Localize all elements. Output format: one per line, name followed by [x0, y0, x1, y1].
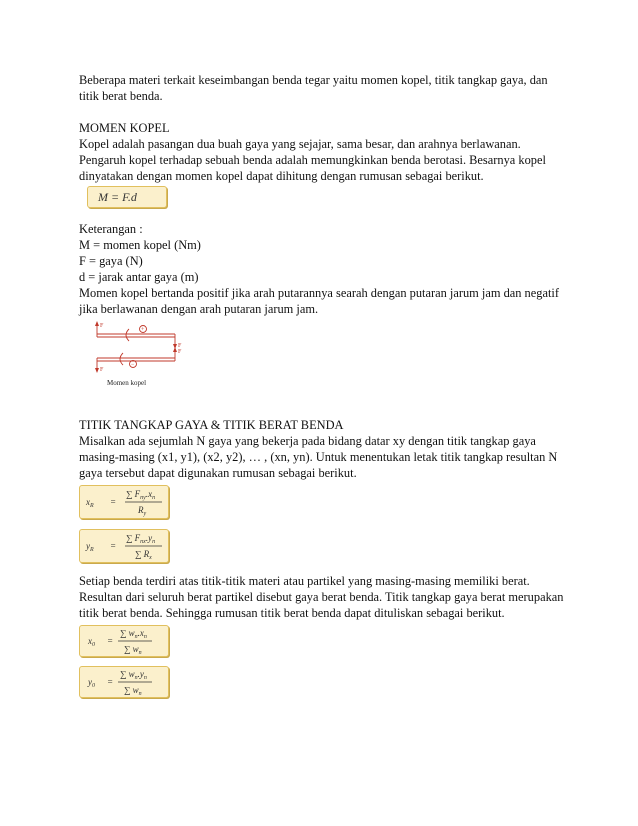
legend-m: M = momen kopel (Nm): [79, 238, 201, 252]
fwx-num-tail-sub: n: [143, 634, 147, 640]
fwx-num: ∑ w: [120, 628, 135, 638]
svg-text:x0: [87, 636, 95, 648]
fwy-num: ∑ w: [120, 669, 135, 679]
fy-den: ∑ R: [135, 549, 150, 559]
titik-berat-paragraph: Setiap benda terdiri atas titik-titik materi atau partikel yang masing-masing memiliki berat. Resultan dari seluruh berat partikel disebut gaya berat benda. Titik tangkap gaya berat merupakan titik berat benda. Sehingga rumusan titik berat benda dapat dituliskan sebagai berikut.: [79, 574, 564, 620]
fx-lhs: x: [86, 497, 90, 507]
svg-text:∑ Fny.xn: [126, 489, 155, 501]
svg-text:y0: [87, 677, 95, 689]
svg-text:∑ wn.xn: [120, 628, 147, 640]
momen-kopel-figure: [89, 321, 569, 395]
fwy-den: ∑ w: [124, 685, 139, 695]
label-f-bottom-right: F: [178, 349, 182, 355]
fwx-num-tail: .x: [137, 628, 144, 638]
label-f-top-left: F: [100, 323, 104, 329]
fwy-lhs: y: [88, 677, 92, 687]
fx-num: ∑ F: [126, 489, 141, 499]
svg-text:=: =: [107, 677, 114, 687]
bottom-rotation-arc: [120, 353, 123, 365]
formula-momen-kopel-text: M = F.d: [98, 190, 137, 204]
label-f-top-right: F: [178, 343, 182, 349]
fx-num-sub: ny: [140, 495, 146, 501]
svg-text:∑ wn.yn: [120, 669, 147, 681]
fx-num-tail-sub: n: [152, 495, 156, 501]
formula-x-titik-berat: [79, 625, 169, 657]
fy-num-sub: nx: [140, 539, 146, 545]
svg-text:∑ wn: [124, 685, 142, 697]
svg-text:yR: [85, 541, 94, 553]
legend-d: d = jarak antar gaya (m): [79, 270, 199, 284]
intro-paragraph: Beberapa materi terkait keseimbangan benda tegar yaitu momen kopel, titik tangkap gaya, dan titik berat benda.: [79, 73, 548, 103]
heading-momen-kopel: MOMEN KOPEL: [79, 121, 170, 135]
fy-lhs: y: [86, 541, 90, 551]
fy-num-tail-sub: n: [152, 539, 156, 545]
fwx-lhs: x: [88, 636, 92, 646]
document-page: [79, 72, 569, 702]
top-rotation-arc: [126, 329, 129, 341]
svg-text:=: =: [107, 636, 114, 646]
label-f-bottom-left: F: [100, 367, 104, 373]
fx-num-tail: .x: [145, 489, 153, 499]
formula-y-titik-berat: [79, 666, 169, 698]
sign-rule-paragraph: Momen kopel bertanda positif jika arah putarannya searah dengan putaran jarum jam dan negatif jika berlawanan dengan arah putaran jarum jam.: [79, 286, 559, 316]
formula-x-resultan: [79, 485, 169, 519]
fy-num: ∑ F: [126, 533, 141, 543]
legend-f: F = gaya (N): [79, 254, 143, 268]
arrowhead-up-top: [95, 321, 99, 326]
fwy-num-tail: .y: [137, 669, 144, 679]
formula-y-resultan: [79, 529, 169, 563]
fwx-num-sub: n: [134, 634, 138, 640]
svg-text:∑ Rx: [135, 549, 152, 561]
fwx-den: ∑ w: [124, 644, 139, 654]
fwy-den-sub: n: [138, 691, 142, 697]
kopel-definition: Kopel adalah pasangan dua buah gaya yang sejajar, sama besar, dan arahnya berlawanan. Pengaruh kopel terhadap sebuah benda adalah memungkinkan benda berotasi. Besarnya kopel dinyatakan dengan momen kopel dapat dihitung dengan rumusan sebagai berikut.: [79, 137, 546, 183]
svg-text:∑ Fnx.yn: [126, 533, 155, 545]
svg-text:Ry: [137, 505, 147, 517]
fwy-lhs-sub: 0: [92, 683, 95, 689]
arrowhead-down-bottom: [95, 368, 99, 373]
label-minus: −: [131, 362, 135, 368]
fy-lhs-sub: R: [90, 547, 94, 553]
fwx-den-sub: n: [138, 650, 142, 656]
fx-den: R: [138, 505, 144, 515]
svg-text:=: =: [110, 541, 117, 551]
titik-tangkap-intro: Misalkan ada sejumlah N gaya yang bekerja pada bidang datar xy dengan titik tangkap gaya masing-masing (x1, y1), (x2, y2), … , (xn, yn). Untuk menentukan letak titik tangkap resultan N gaya tersebut dapat digunakan rumusan sebagai berikut.: [79, 434, 558, 480]
fwx-lhs-sub: 0: [92, 642, 95, 648]
svg-text:∑ wn: [124, 644, 142, 656]
svg-text:xR: [85, 497, 94, 509]
label-plus: +: [141, 327, 145, 333]
formula-momen-kopel: [87, 186, 167, 208]
figure-caption: Momen kopel: [107, 379, 147, 387]
arrowhead-up-bottom: [173, 347, 177, 352]
heading-titik-tangkap: TITIK TANGKAP GAYA & TITIK BERAT BENDA: [79, 418, 344, 432]
fx-lhs-sub: R: [90, 503, 94, 509]
svg-text:=: =: [110, 497, 117, 507]
fwy-num-sub: n: [134, 675, 138, 681]
fy-num-tail: .y: [145, 533, 153, 543]
fy-den-sub: x: [149, 555, 152, 561]
keterangan-title: Keterangan :: [79, 222, 143, 236]
fwy-num-tail-sub: n: [143, 675, 147, 681]
fx-den-sub: y: [143, 511, 147, 517]
